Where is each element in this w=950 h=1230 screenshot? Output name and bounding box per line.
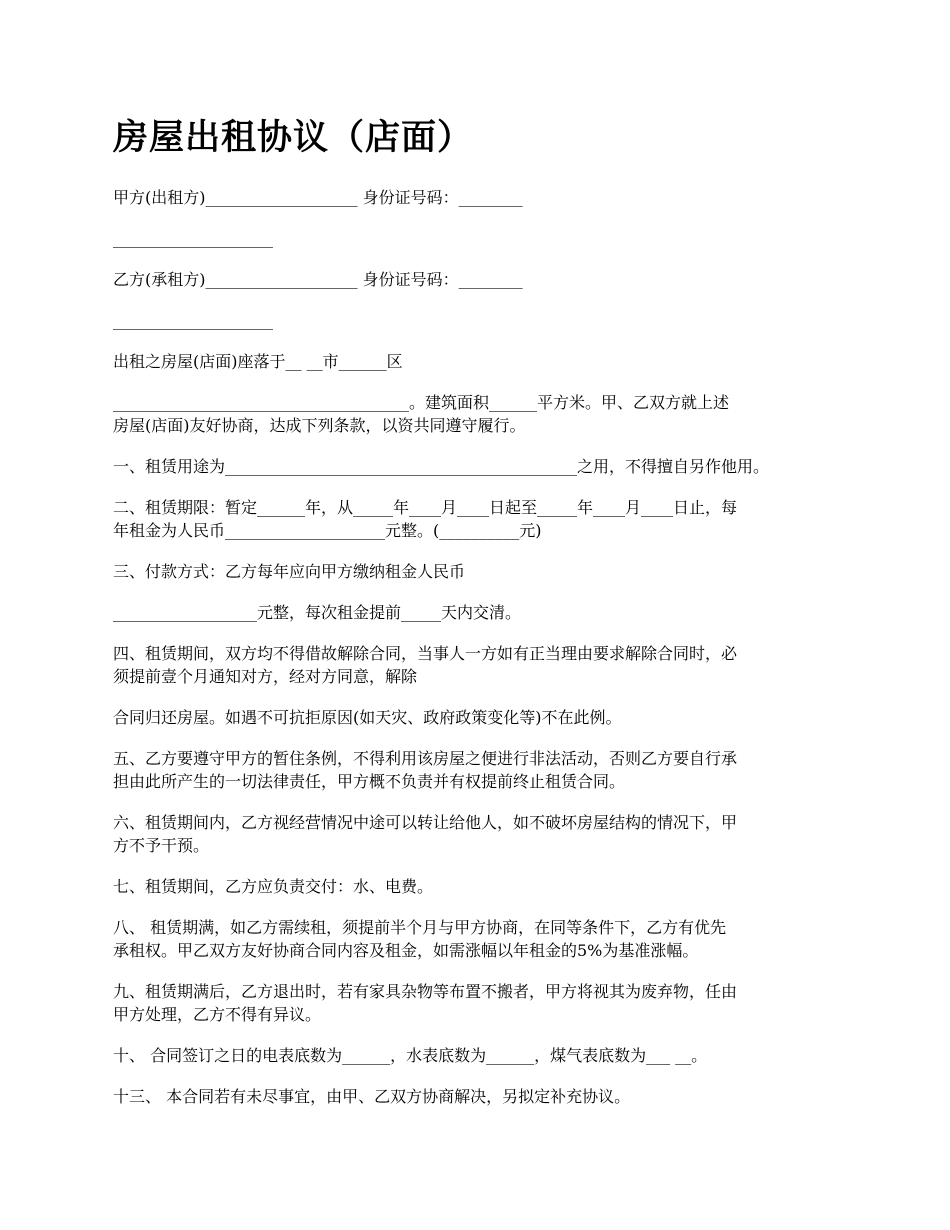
clause-4-termination-continued [113, 706, 843, 729]
document-title: 房屋出租协议（店面） [113, 117, 474, 158]
clause-9-move-out [113, 980, 843, 1026]
clause-5-line-2: 担由此所产生的一切法律责任，甲方概不负责并有权提前终止租赁合同。 [113, 772, 626, 791]
clause-4-line-1: 四、租赁期间，双方均不得借故解除合同，当事人一方如有正当理由要求解除合同时，必 [113, 644, 738, 663]
party-b-text: 乙方(承租方)___________________ 身份证号码：________ [113, 270, 523, 289]
clause-13-supplement [113, 1085, 843, 1108]
party-b-line [113, 268, 843, 291]
clause-4-termination [113, 642, 843, 688]
clause-3-text: 三、付款方式：乙方每年应向甲方缴纳租金人民币 [113, 562, 466, 581]
clause-6-line-2: 方不予干预。 [113, 836, 210, 855]
clause-2-term [113, 496, 843, 542]
clause-13-text: 十三、 本合同若有未尽事宜，由甲、乙双方协商解决，另拟定补充协议。 [113, 1087, 631, 1106]
property-location [113, 350, 843, 373]
clause-3-continued-text: __________________元整，每次租金提前_____天内交清。 [113, 603, 522, 622]
property-location-text: 出租之房屋(店面)座落于__ __市______区 [113, 352, 403, 371]
party-a-line [113, 186, 843, 209]
document-page [113, 112, 843, 1126]
clause-10-text: 十、 合同签订之日的电表底数为______，水表底数为______，煤气表底数为___ __。 [113, 1046, 708, 1065]
clause-2-line-1: 二、租赁期限：暂定______年，从_____年____月____日起至_____年____月____日止，每 [113, 498, 738, 517]
party-a-blank: ____________________ [113, 229, 273, 248]
clause-3-payment [113, 560, 843, 583]
property-area-line-2: 房屋(店面)友好协商，达成下列条款，以资共同遵守履行。 [113, 416, 526, 435]
clause-5-line-1: 五、乙方要遵守甲方的暂住条例，不得利用该房屋之便进行非法活动，否则乙方要自行承 [113, 749, 738, 768]
clause-5-compliance [113, 747, 843, 793]
clause-2-line-2: 年租金为人民币____________________元整。(__________元) [113, 521, 542, 540]
clause-1-text: 一、租赁用途为____________________________________________之用，不得擅自另作他用。 [113, 457, 770, 476]
party-b-blank: ____________________ [113, 311, 273, 330]
clause-6-line-1: 六、租赁期间内，乙方视经营情况中途可以转让给他人，如不破坏房屋结构的情况下，甲 [113, 813, 738, 832]
party-a-text: 甲方(出租方)___________________ 身份证号码：________ [113, 188, 523, 207]
property-area-clause [113, 391, 843, 437]
clause-7-utilities [113, 875, 843, 898]
property-area-line-1: _____________________________________。建筑面积______平方米。甲、乙双方就上述 [113, 393, 730, 412]
clause-9-line-1: 九、租赁期满后，乙方退出时，若有家具杂物等布置不搬者，甲方将视其为废弃物，任由 [113, 982, 738, 1001]
party-a-blank-line [113, 227, 843, 250]
clause-4-line-2: 须提前壹个月通知对方，经对方同意，解除 [113, 667, 418, 686]
clause-4-continued-text: 合同归还房屋。如遇不可抗拒原因(如天灾、政府政策变化等)不在此例。 [113, 708, 622, 727]
clause-3-payment-continued [113, 601, 843, 624]
clause-8-renewal [113, 916, 843, 962]
clause-1-usage [113, 455, 843, 478]
clause-8-line-2: 承租权。甲乙双方友好协商合同内容及租金，如需涨幅以年租金的5%为基准涨幅。 [113, 941, 699, 960]
clause-7-text: 七、租赁期间，乙方应负责交付：水、电费。 [113, 877, 434, 896]
clause-10-meter-readings [113, 1044, 843, 1067]
clause-8-line-1: 八、 租赁期满，如乙方需续租，须提前半个月与甲方协商，在同等条件下，乙方有优先 [113, 918, 727, 937]
clause-9-line-2: 甲方处理，乙方不得有异议。 [113, 1005, 322, 1024]
clause-6-transfer [113, 811, 843, 857]
party-b-blank-line [113, 309, 843, 332]
